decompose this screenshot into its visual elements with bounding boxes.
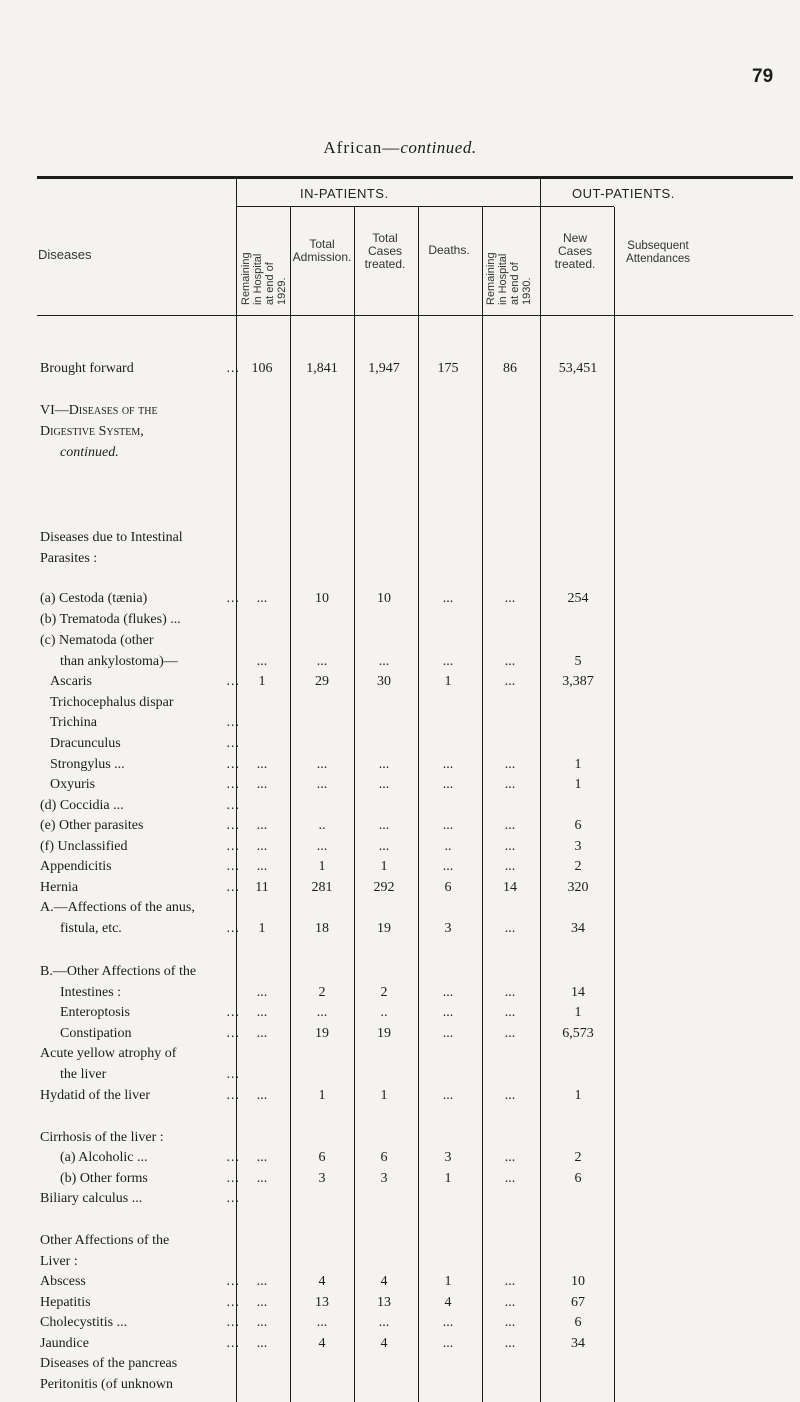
row-label-text: (a) Alcoholic ... xyxy=(60,1150,148,1165)
leader-dots: ... xyxy=(226,1315,240,1330)
leader-dots: ... xyxy=(226,777,240,792)
leader-dots: ... xyxy=(226,361,240,376)
row-label-text: Trichocephalus dispar xyxy=(50,695,174,710)
cell-adm: ... xyxy=(316,1005,328,1020)
cell-newc: 6 xyxy=(574,818,582,833)
cell-newc: 34 xyxy=(571,1336,585,1351)
cell-adm: 13 xyxy=(315,1295,329,1310)
page-title xyxy=(0,138,800,158)
row-label-text: (b) Other forms xyxy=(60,1171,148,1186)
column-rule xyxy=(290,207,291,1402)
cell-rem30: ... xyxy=(504,839,516,854)
cell-rem29: ... xyxy=(256,757,268,772)
leader-dots: ... xyxy=(226,859,240,874)
leader-dots: ... xyxy=(226,674,240,689)
cell-rem29: 1 xyxy=(258,674,266,689)
title-sub: continued. xyxy=(400,138,477,157)
cell-adm: 19 xyxy=(315,1026,329,1041)
page-number: 79 xyxy=(752,66,774,87)
row-label xyxy=(40,654,240,670)
cell-newc: 2 xyxy=(574,859,582,874)
cell-adm: ... xyxy=(316,757,328,772)
cell-cases: 13 xyxy=(377,1295,391,1310)
cell-newc: 6,573 xyxy=(562,1026,594,1041)
row-label xyxy=(40,736,240,752)
row-label-text: Strongylus ... xyxy=(50,757,125,772)
cell-cases: ... xyxy=(378,1315,390,1330)
cell-deaths: ... xyxy=(442,985,454,1000)
row-label xyxy=(40,964,240,980)
cell-cases: 30 xyxy=(377,674,391,689)
cell-adm: 6 xyxy=(318,1150,326,1165)
cell-deaths: ... xyxy=(442,591,454,606)
diseases-header: Diseases xyxy=(38,247,92,262)
cell-rem29: ... xyxy=(256,1171,268,1186)
cell-rem30: ... xyxy=(504,859,516,874)
cell-deaths: ... xyxy=(442,1026,454,1041)
cell-rem30: ... xyxy=(504,921,516,936)
cell-cases: 2 xyxy=(380,985,388,1000)
cell-rem30: ... xyxy=(504,654,516,669)
cell-cases: 4 xyxy=(380,1336,388,1351)
cell-deaths: .. xyxy=(444,839,452,854)
header-rule xyxy=(37,315,793,316)
row-label xyxy=(40,798,240,814)
cell-deaths: 1 xyxy=(444,674,452,689)
cell-deaths: 4 xyxy=(444,1295,452,1310)
row-label xyxy=(40,1254,240,1270)
cell-rem30: ... xyxy=(504,674,516,689)
cell-deaths: ... xyxy=(442,1005,454,1020)
row-label xyxy=(40,403,240,419)
row-label-text: Abscess xyxy=(40,1274,86,1289)
leader-dots: ... xyxy=(226,1088,240,1103)
column-rule xyxy=(482,207,483,1402)
cell-rem30: ... xyxy=(504,1026,516,1041)
cell-newc: 2 xyxy=(574,1150,582,1165)
row-label xyxy=(40,1336,240,1352)
row-label xyxy=(40,715,240,731)
cell-newc: 5 xyxy=(574,654,582,669)
row-label-text: Biliary calculus ... xyxy=(40,1191,143,1206)
cell-rem30: ... xyxy=(504,1171,516,1186)
leader-dots: ... xyxy=(226,880,240,895)
row-label-text: Dracunculus xyxy=(50,736,121,751)
cell-cases: ... xyxy=(378,818,390,833)
cell-newc: 320 xyxy=(567,880,589,895)
row-label-text: (c) Nematoda (other xyxy=(40,633,154,648)
out-patients-heading: OUT-PATIENTS. xyxy=(572,186,675,201)
cell-rem30: ... xyxy=(504,818,516,833)
new-cases-header: New Cases treated. xyxy=(554,231,596,271)
row-label-text: B.—Other Affections of the xyxy=(40,964,197,979)
row-label xyxy=(40,530,240,546)
leader-dots: ... xyxy=(226,1005,240,1020)
row-label xyxy=(40,1130,240,1146)
row-label xyxy=(40,424,240,440)
cell-rem29: ... xyxy=(256,777,268,792)
cell-adm: 281 xyxy=(311,880,333,895)
cell-rem29: ... xyxy=(256,591,268,606)
row-label-text: Jaundice xyxy=(40,1336,89,1351)
leader-dots: ... xyxy=(226,818,240,833)
deaths-header: Deaths. xyxy=(428,243,470,257)
cell-rem29: ... xyxy=(256,1295,268,1310)
cell-newc: 1 xyxy=(574,757,582,772)
cell-cases: 1 xyxy=(380,1088,388,1103)
row-label xyxy=(40,1295,240,1311)
cell-deaths: ... xyxy=(442,859,454,874)
cell-rem30: ... xyxy=(504,591,516,606)
cell-rem29: ... xyxy=(256,1150,268,1165)
cell-newc: 1 xyxy=(574,1088,582,1103)
row-label-text: A.—Affections of the anus, xyxy=(40,900,195,915)
cell-cases: 10 xyxy=(377,591,391,606)
cell-rem30: ... xyxy=(504,1274,516,1289)
cell-newc: 34 xyxy=(571,921,585,936)
cell-rem29: ... xyxy=(256,839,268,854)
cell-deaths: ... xyxy=(442,1336,454,1351)
cell-cases: 3 xyxy=(380,1171,388,1186)
row-label-text: (a) Cestoda (tænia) xyxy=(40,591,148,606)
cell-rem30: ... xyxy=(504,777,516,792)
cell-rem30: ... xyxy=(504,985,516,1000)
row-label-text: continued. xyxy=(60,445,119,460)
cell-rem29: ... xyxy=(256,654,268,669)
row-label xyxy=(40,1315,240,1331)
row-label xyxy=(40,1046,240,1062)
row-label xyxy=(40,612,240,628)
cell-deaths: 1 xyxy=(444,1274,452,1289)
row-label xyxy=(40,1233,240,1249)
cell-cases: 19 xyxy=(377,1026,391,1041)
row-label xyxy=(40,900,240,916)
cell-cases: 4 xyxy=(380,1274,388,1289)
cell-cases: 292 xyxy=(373,880,395,895)
cell-newc: 6 xyxy=(574,1315,582,1330)
cell-adm: 1,841 xyxy=(306,361,338,376)
cell-newc: 10 xyxy=(571,1274,585,1289)
row-label xyxy=(40,1377,240,1393)
row-label xyxy=(40,633,240,649)
column-rule xyxy=(354,207,355,1402)
cell-newc: 67 xyxy=(571,1295,585,1310)
cell-adm: 29 xyxy=(315,674,329,689)
cell-cases: 6 xyxy=(380,1150,388,1165)
cell-deaths: ... xyxy=(442,757,454,772)
row-label xyxy=(40,1150,240,1166)
row-label-text: Diseases of the pancreas xyxy=(40,1356,178,1371)
row-label-text: Peritonitis (of unknown xyxy=(40,1377,173,1392)
row-label xyxy=(40,551,240,567)
cell-deaths: ... xyxy=(442,818,454,833)
leader-dots: ... xyxy=(226,591,240,606)
row-label xyxy=(40,839,240,855)
row-label-text: Acute yellow atrophy of xyxy=(40,1046,177,1061)
row-label xyxy=(40,921,240,937)
row-label-text: Brought forward xyxy=(40,361,134,376)
row-label xyxy=(40,1171,240,1187)
cell-deaths: ... xyxy=(442,1088,454,1103)
leader-dots: ... xyxy=(226,757,240,772)
leader-dots: ... xyxy=(226,1295,240,1310)
leader-dots: ... xyxy=(226,1150,240,1165)
cell-cases: ... xyxy=(378,777,390,792)
leader-dots: ... xyxy=(226,798,240,813)
cell-rem29: ... xyxy=(256,818,268,833)
cell-adm: 18 xyxy=(315,921,329,936)
cell-deaths: ... xyxy=(442,654,454,669)
remaining-1930-header: Remaining in Hospital at end of 1930. xyxy=(485,252,533,305)
cell-rem29: 106 xyxy=(251,361,273,376)
in-patients-heading: IN-PATIENTS. xyxy=(300,186,389,201)
row-label-text: Diseases due to Intestinal xyxy=(40,530,183,545)
cell-rem30: ... xyxy=(504,1315,516,1330)
cell-cases: ... xyxy=(378,839,390,854)
row-label-text: Hernia xyxy=(40,880,79,895)
cell-adm: 4 xyxy=(318,1336,326,1351)
leader-dots: ... xyxy=(226,1067,240,1082)
remaining-1929-header: Remaining in Hospital at end of 1929. xyxy=(240,252,288,305)
row-label xyxy=(40,445,240,461)
cell-adm: 2 xyxy=(318,985,326,1000)
cell-rem30: ... xyxy=(504,757,516,772)
row-label xyxy=(40,591,240,607)
leader-dots: ... xyxy=(226,1171,240,1186)
leader-dots: ... xyxy=(226,1274,240,1289)
cell-adm: .. xyxy=(318,818,326,833)
row-label-text: (e) Other parasites xyxy=(40,818,144,833)
row-label xyxy=(40,1026,240,1042)
row-label-text: Intestines : xyxy=(60,985,122,1000)
row-label-text: VI—Diseases of the xyxy=(40,403,158,418)
row-label-text: Digestive System, xyxy=(40,424,144,439)
cell-rem29: ... xyxy=(256,1005,268,1020)
in-patients-rule xyxy=(236,206,614,207)
cell-rem29: ... xyxy=(256,1274,268,1289)
row-label-text: the liver xyxy=(60,1067,107,1082)
row-label xyxy=(40,695,240,711)
row-label-text: Parasites : xyxy=(40,551,98,566)
subsequent-attendances-header: Subsequent Attendances xyxy=(626,240,690,265)
cell-deaths: 175 xyxy=(437,361,459,376)
cell-deaths: 6 xyxy=(444,880,452,895)
leader-dots: ... xyxy=(226,715,240,730)
cell-rem30: ... xyxy=(504,1005,516,1020)
cell-rem29: ... xyxy=(256,1088,268,1103)
cell-newc: 3 xyxy=(574,839,582,854)
cell-rem29: ... xyxy=(256,859,268,874)
cell-cases: ... xyxy=(378,654,390,669)
column-rule xyxy=(614,207,615,1402)
cell-newc: 53,451 xyxy=(558,361,598,376)
leader-dots: ... xyxy=(226,1336,240,1351)
row-label-text: Other Affections of the xyxy=(40,1233,170,1248)
cell-newc: 3,387 xyxy=(562,674,594,689)
row-label-text: Oxyuris xyxy=(50,777,96,792)
cell-rem30: ... xyxy=(504,1088,516,1103)
cell-rem30: 86 xyxy=(503,361,517,376)
cell-rem30: ... xyxy=(504,1150,516,1165)
leader-dots: ... xyxy=(226,1191,240,1206)
leader-dots: ... xyxy=(226,839,240,854)
row-label xyxy=(40,1191,240,1207)
cell-adm: ... xyxy=(316,1315,328,1330)
cell-deaths: 1 xyxy=(444,1171,452,1186)
cell-rem29: ... xyxy=(256,985,268,1000)
row-label xyxy=(40,985,240,1001)
cell-rem29: ... xyxy=(256,1336,268,1351)
total-cases-header: Total Cases treated. xyxy=(364,231,406,271)
cell-deaths: ... xyxy=(442,1315,454,1330)
row-label xyxy=(40,859,240,875)
row-label-text: (d) Coccidia ... xyxy=(40,798,124,813)
column-rule xyxy=(418,207,419,1402)
row-label xyxy=(40,1088,240,1104)
cell-deaths: ... xyxy=(442,777,454,792)
cell-adm: 1 xyxy=(318,1088,326,1103)
cell-adm: 3 xyxy=(318,1171,326,1186)
row-label xyxy=(40,361,240,377)
cell-rem29: 11 xyxy=(255,880,269,895)
cell-rem30: 14 xyxy=(503,880,517,895)
cell-adm: 4 xyxy=(318,1274,326,1289)
leader-dots: ... xyxy=(226,1026,240,1041)
top-rule xyxy=(37,176,793,179)
cell-deaths: 3 xyxy=(444,921,452,936)
total-admission-header: Total Admission. xyxy=(292,237,352,264)
cell-deaths: 3 xyxy=(444,1150,452,1165)
title-main: African— xyxy=(323,138,401,157)
row-label-text: than ankylostoma)— xyxy=(60,654,178,669)
row-label xyxy=(40,880,240,896)
cell-rem29: ... xyxy=(256,1315,268,1330)
leader-dots: ... xyxy=(226,736,240,751)
cell-cases: ... xyxy=(378,757,390,772)
cell-adm: ... xyxy=(316,777,328,792)
row-label-text: Constipation xyxy=(60,1026,132,1041)
leader-dots: ... xyxy=(226,921,240,936)
row-label xyxy=(40,1356,240,1372)
row-label-text: Ascaris xyxy=(50,674,92,689)
row-label-text: fistula, etc. xyxy=(60,921,122,936)
row-label-text: (b) Trematoda (flukes) ... xyxy=(40,612,181,627)
row-label xyxy=(40,1067,240,1083)
cell-newc: 14 xyxy=(571,985,585,1000)
row-label-text: Cirrhosis of the liver : xyxy=(40,1130,164,1145)
cell-adm: 10 xyxy=(315,591,329,606)
row-label-text: Liver : xyxy=(40,1254,78,1269)
cell-cases: 19 xyxy=(377,921,391,936)
row-label-text: Appendicitis xyxy=(40,859,112,874)
row-label-text: Hepatitis xyxy=(40,1295,91,1310)
row-label xyxy=(40,777,240,793)
row-label xyxy=(40,1005,240,1021)
cell-adm: ... xyxy=(316,654,328,669)
row-label-text: (f) Unclassified xyxy=(40,839,128,854)
cell-adm: 1 xyxy=(318,859,326,874)
cell-rem30: ... xyxy=(504,1336,516,1351)
cell-rem29: ... xyxy=(256,1026,268,1041)
row-label-text: Cholecystitis ... xyxy=(40,1315,128,1330)
cell-adm: ... xyxy=(316,839,328,854)
row-label xyxy=(40,1274,240,1290)
row-label xyxy=(40,674,240,690)
row-label-text: Trichina xyxy=(50,715,97,730)
cell-cases: 1 xyxy=(380,859,388,874)
cell-newc: 1 xyxy=(574,777,582,792)
cell-cases: 1,947 xyxy=(368,361,400,376)
cell-rem29: 1 xyxy=(258,921,266,936)
cell-newc: 254 xyxy=(567,591,589,606)
row-label xyxy=(40,757,240,773)
cell-newc: 1 xyxy=(574,1005,582,1020)
cell-cases: .. xyxy=(380,1005,388,1020)
row-label xyxy=(40,818,240,834)
row-label-text: Hydatid of the liver xyxy=(40,1088,151,1103)
row-label-text: Enteroptosis xyxy=(60,1005,130,1020)
column-rule xyxy=(540,176,541,1402)
cell-rem30: ... xyxy=(504,1295,516,1310)
cell-newc: 6 xyxy=(574,1171,582,1186)
